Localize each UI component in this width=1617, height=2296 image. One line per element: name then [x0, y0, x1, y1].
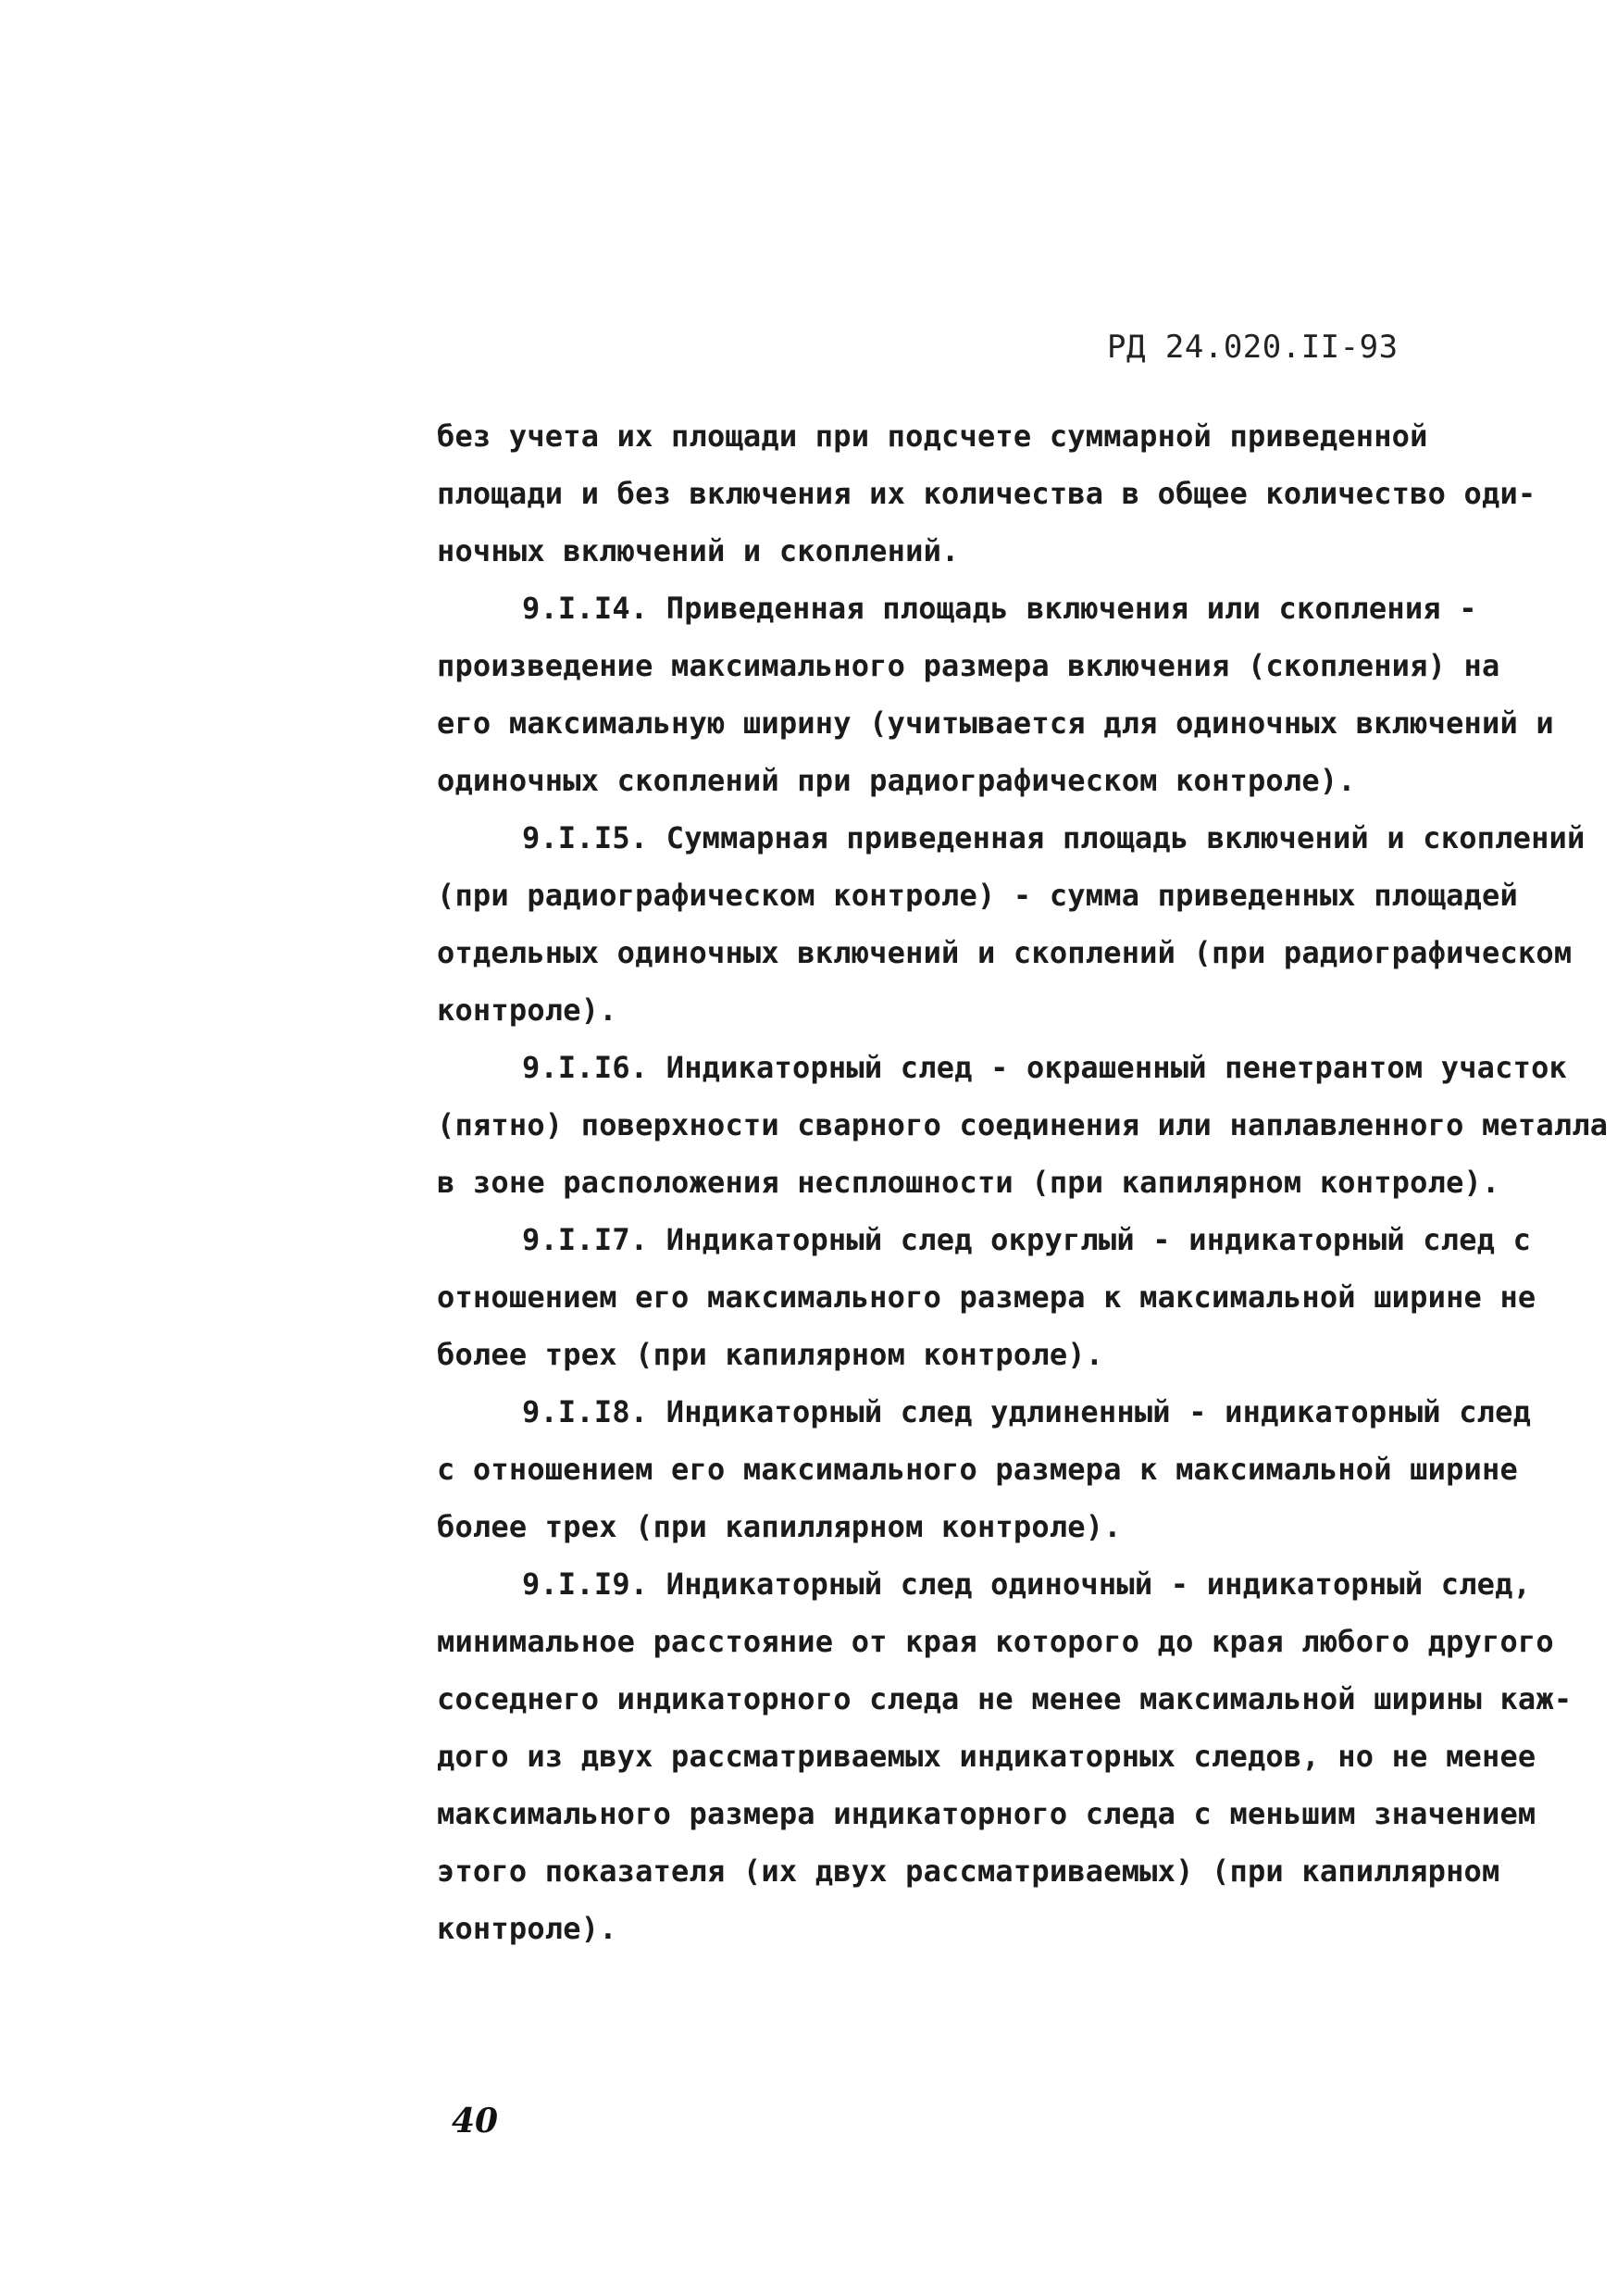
- text-line: произведение максимального размера включения (скопления) на: [437, 648, 1500, 683]
- text-line: отношением его максимального размера к максимальной ширине не: [437, 1279, 1536, 1315]
- clause-9-1-19-start: 9.I.I9. Индикаторный след одиночный - индикаторный след,: [522, 1566, 1532, 1602]
- clause-9-1-14-start: 9.I.I4. Приведенная площадь включения или скопления -: [522, 591, 1477, 626]
- text-line: одиночных скоплений при радиографическом контроле).: [437, 763, 1356, 798]
- text-line: площади и без включения их количества в общее количество оди-: [437, 476, 1536, 511]
- text-line: более трех (при капилярном контроле).: [437, 1337, 1104, 1372]
- text-line: контроле).: [437, 992, 617, 1028]
- page-number: 40: [452, 2102, 499, 2140]
- text-line: максимального размера индикаторного следа с меньшим значением: [437, 1796, 1536, 1831]
- text-line: без учета их площади при подсчете суммарной приведенной: [437, 418, 1428, 454]
- text-line: его максимальную ширину (учитывается для одиночных включений и: [437, 705, 1554, 741]
- text-line: этого показателя (их двух рассматриваемых) (при капиллярном: [437, 1853, 1500, 1889]
- text-line: (при радиографическом контроле) - сумма приведенных площадей: [437, 878, 1518, 913]
- clause-9-1-18-start: 9.I.I8. Индикаторный след удлиненный - индикаторный след: [522, 1394, 1532, 1429]
- text-line: (пятно) поверхности сварного соединения или наплавленного металла: [437, 1107, 1609, 1142]
- clause-9-1-16-start: 9.I.I6. Индикаторный след - окрашенный пенетрантом участок: [522, 1050, 1568, 1085]
- document-code: РД 24.020.II-93: [1107, 329, 1399, 366]
- body-text: [437, 407, 1609, 1957]
- text-line: более трех (при капиллярном контроле).: [437, 1509, 1122, 1544]
- text-line: в зоне расположения несплошности (при капилярном контроле).: [437, 1165, 1500, 1200]
- text-line: контроле).: [437, 1911, 617, 1946]
- text-line: с отношением его максимального размера к максимальной ширине: [437, 1452, 1518, 1487]
- text-line: дого из двух рассматриваемых индикаторных следов, но не менее: [437, 1739, 1536, 1774]
- text-line: минимальное расстояние от края которого до края любого другого: [437, 1624, 1554, 1659]
- text-line: ночных включений и скоплений.: [437, 533, 960, 568]
- clause-9-1-17-start: 9.I.I7. Индикаторный след округлый - индикаторный след с: [522, 1222, 1532, 1257]
- text-line: отдельных одиночных включений и скоплений (при радиографическом: [437, 935, 1573, 970]
- clause-9-1-15-start: 9.I.I5. Суммарная приведенная площадь включений и скоплений: [522, 820, 1586, 855]
- text-line: соседнего индикаторного следа не менее максимальной ширины каж-: [437, 1681, 1573, 1716]
